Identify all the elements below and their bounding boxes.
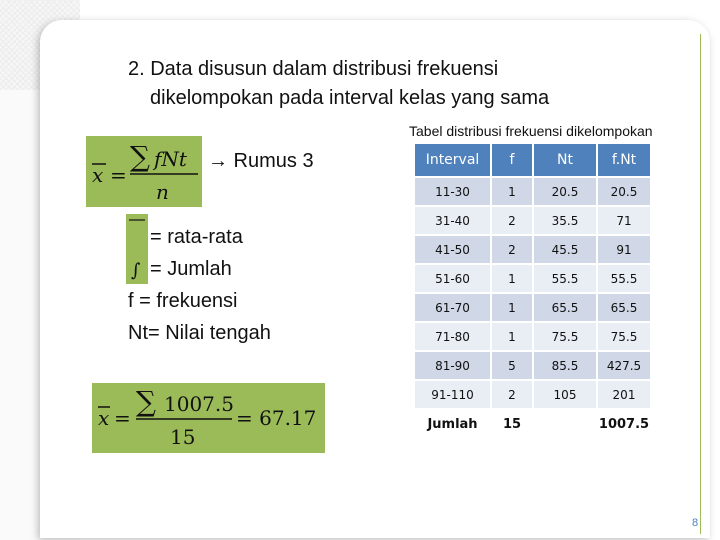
sigma-symbol: ∑	[136, 385, 156, 418]
cell-fnt: 201	[597, 380, 651, 409]
cell-f: 5	[491, 351, 533, 380]
table-header-row	[415, 144, 651, 177]
sigma-symbol: ∑	[130, 140, 150, 173]
legend-item: = rata-rata	[150, 226, 243, 248]
title-line-2: dikelompokan pada interval kelas yang sama	[150, 87, 550, 109]
formula-xbar: x	[92, 163, 104, 187]
total-nt	[533, 409, 597, 438]
formula-equals: =	[110, 163, 127, 187]
table-total-row	[415, 409, 651, 438]
integral-symbol: ∫	[131, 260, 141, 281]
legend-list	[128, 221, 271, 349]
cell-fnt: 91	[597, 235, 651, 264]
formula-result-image	[92, 383, 325, 453]
rumus-label	[208, 150, 314, 173]
total-fnt: 1007.5	[597, 409, 651, 438]
cell-fnt: 75.5	[597, 322, 651, 351]
result-xbar: x	[98, 406, 110, 430]
legend-item: = Jumlah	[150, 258, 232, 280]
table-row	[415, 206, 651, 235]
cell-interval: 51-60	[415, 264, 491, 293]
table-row	[415, 380, 651, 409]
cell-nt: 105	[533, 380, 597, 409]
cell-f: 2	[491, 206, 533, 235]
legend-item: Nt= Nilai tengah	[128, 322, 271, 344]
cell-fnt: 427.5	[597, 351, 651, 380]
cell-interval: 11-30	[415, 177, 491, 206]
cell-f: 2	[491, 235, 533, 264]
result-denominator: 15	[170, 425, 196, 449]
cell-nt: 35.5	[533, 206, 597, 235]
formula-mean-svg	[86, 136, 202, 207]
cell-interval: 71-80	[415, 322, 491, 351]
cell-interval: 31-40	[415, 206, 491, 235]
cell-fnt: 55.5	[597, 264, 651, 293]
result-numerator: 1007.5	[164, 392, 234, 416]
cell-f: 2	[491, 380, 533, 409]
table-row	[415, 264, 651, 293]
slide-title	[128, 55, 549, 113]
cell-f: 1	[491, 264, 533, 293]
legend-item: f = frekuensi	[128, 290, 238, 312]
table-row	[415, 351, 651, 380]
cell-nt: 75.5	[533, 322, 597, 351]
cell-f: 1	[491, 293, 533, 322]
arrow-right-icon: →	[208, 150, 228, 172]
table-row	[415, 177, 651, 206]
cell-fnt: 65.5	[597, 293, 651, 322]
header-nt: Nt	[533, 144, 597, 177]
total-label: Jumlah	[415, 409, 491, 438]
table-row	[415, 322, 651, 351]
title-line-1: 2. Data disusun dalam distribusi frekuensi	[128, 58, 499, 80]
formula-mean-image	[86, 136, 202, 207]
header-interval: Interval	[415, 144, 491, 177]
cell-fnt: 71	[597, 206, 651, 235]
cell-f: 1	[491, 322, 533, 351]
formula-denominator: n	[156, 180, 169, 204]
cell-nt: 85.5	[533, 351, 597, 380]
cell-nt: 65.5	[533, 293, 597, 322]
cell-fnt: 20.5	[597, 177, 651, 206]
table-row	[415, 235, 651, 264]
cell-nt: 20.5	[533, 177, 597, 206]
rumus-text: Rumus 3	[228, 150, 314, 172]
cell-interval: 41-50	[415, 235, 491, 264]
panel-accent-line	[700, 34, 701, 534]
page-number: 8	[692, 517, 699, 529]
cell-interval: 61-70	[415, 293, 491, 322]
cell-f: 1	[491, 177, 533, 206]
table-caption: Tabel distribusi frekuensi dikelompokan	[409, 123, 653, 139]
total-f: 15	[491, 409, 533, 438]
result-equals: =	[114, 406, 131, 430]
result-value: = 67.17	[236, 406, 317, 430]
frequency-table	[415, 144, 652, 438]
formula-numerator: fNt	[154, 147, 187, 171]
header-f: f	[491, 144, 533, 177]
table-row	[415, 293, 651, 322]
header-fnt: f.Nt	[597, 144, 651, 177]
formula-result-svg	[92, 383, 325, 453]
cell-nt: 45.5	[533, 235, 597, 264]
cell-nt: 55.5	[533, 264, 597, 293]
cell-interval: 91-110	[415, 380, 491, 409]
cell-interval: 81-90	[415, 351, 491, 380]
